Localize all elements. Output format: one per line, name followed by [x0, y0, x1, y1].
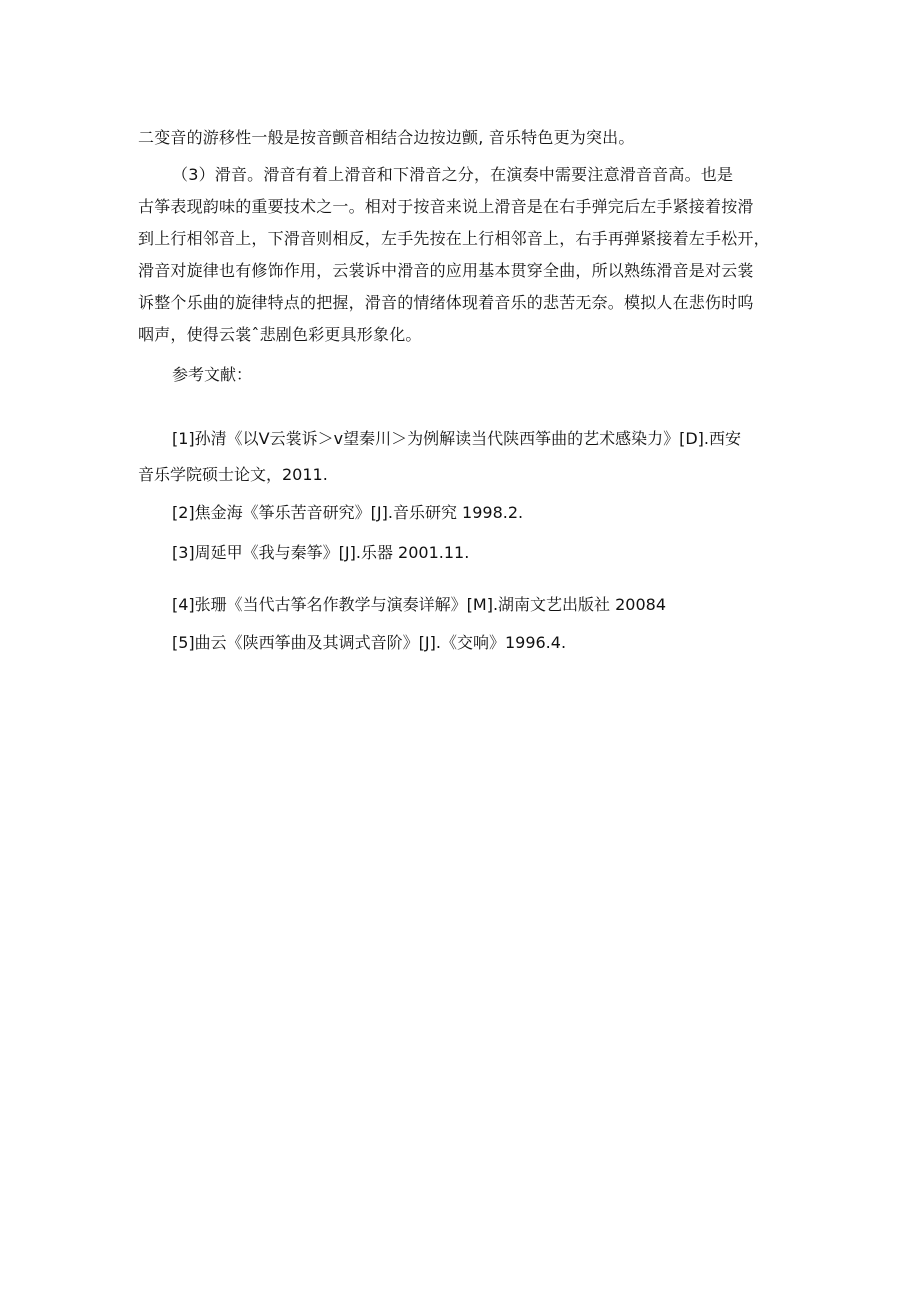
reference-item-3: [3]周延甲《我与秦筝》[J].乐器 2001.11.	[172, 543, 470, 562]
paragraph-line: 诉整个乐曲的旋律特点的把握，滑音的情绪体现着音乐的悲苦无奈。模拟人在悲伤时呜	[138, 293, 754, 312]
paragraph-glissando	[138, 159, 786, 351]
paragraph-line: 滑音对旋律也有修饰作用，云裳诉中滑音的应用基本贯穿全曲，所以熟练滑音是对云裳	[138, 261, 754, 280]
reference-item-4: [4]张珊《当代古筝名作教学与演奏详解》[M].湖南文艺出版社 20084	[172, 595, 667, 614]
paragraph-line: 二变音的游移性一般是按音颤音相结合边按边颤, 音乐特色更为突出。	[138, 128, 635, 147]
paragraph-line: （3）滑音。滑音有着上滑音和下滑音之分，在演奏中需要注意滑音音高。也是	[172, 165, 734, 184]
paragraph-line: 到上行相邻音上，下滑音则相反，左手先按在上行相邻音上，右手再弹紧接着左手松开，	[138, 229, 770, 248]
reference-item-1-continued: 音乐学院硕士论文，2011.	[138, 465, 328, 484]
paragraph-continuation	[138, 122, 786, 154]
reference-item-1: [1]孙清《以Ⅴ云裳诉＞v望秦川＞为例解读当代陕西筝曲的艺术感染力》[D].西安	[172, 429, 741, 448]
references-heading: 参考文献：	[172, 365, 253, 384]
paragraph-line: 咽声，使得云裳ˆ悲剧色彩更具形象化。	[138, 325, 422, 344]
reference-item-5: [5]曲云《陕西筝曲及其调式音阶》[J].《交响》1996.4.	[172, 633, 567, 652]
reference-item-2: [2]焦金海《筝乐苦音研究》[J].音乐研究 1998.2.	[172, 503, 524, 522]
paragraph-line: 古筝表现韵味的重要技术之一。相对于按音来说上滑音是在右手弹完后左手紧接着按滑	[138, 197, 754, 216]
